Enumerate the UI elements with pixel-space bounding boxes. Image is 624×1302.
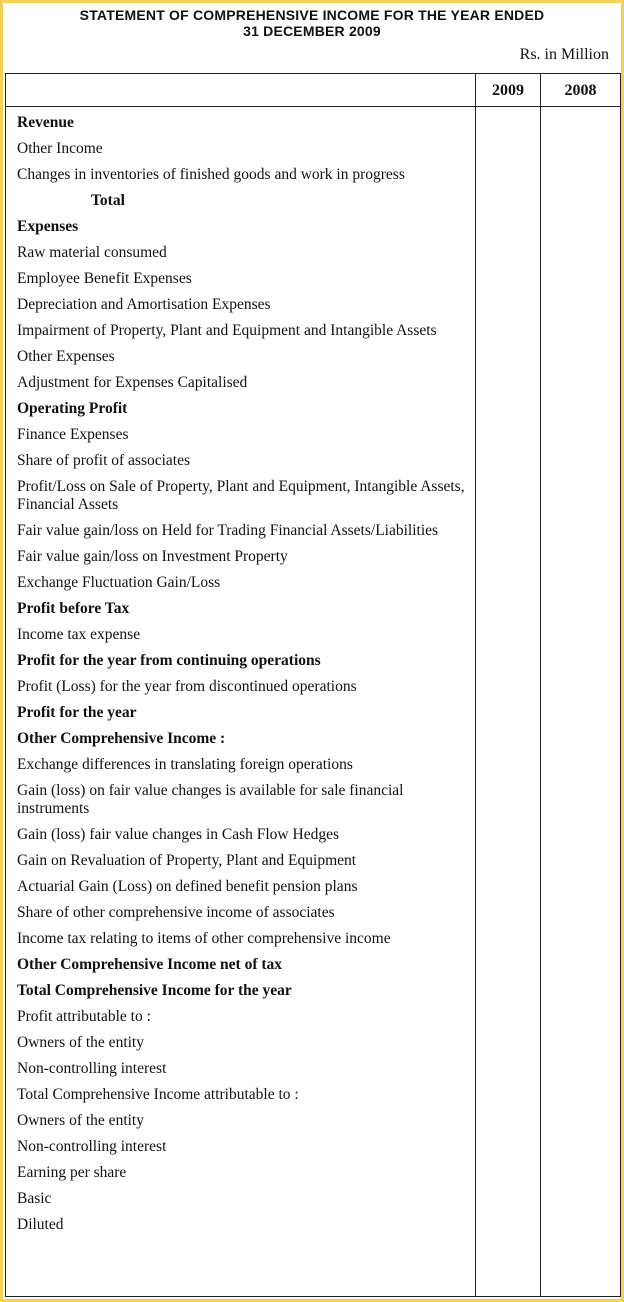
line-item: Owners of the entity [17, 1034, 144, 1051]
units-label: Rs. in Million [519, 46, 609, 63]
line-item: Income tax relating to items of other comprehensive income [17, 930, 391, 947]
column-divider-1 [475, 74, 476, 1296]
line-item: Changes in inventories of finished goods and work in progress [17, 166, 405, 183]
line-item: Operating Profit [17, 400, 128, 417]
line-item: Adjustment for Expenses Capitalised [17, 374, 248, 391]
line-item: Actuarial Gain (Loss) on defined benefit pension plans [17, 878, 358, 895]
line-item: Profit/Loss on Sale of Property, Plant and Equipment, Intangible Assets, Financial Assets [17, 478, 465, 513]
column-divider-2 [540, 74, 541, 1296]
line-item: Gain (loss) on fair value changes is available for sale financial instruments [17, 782, 404, 817]
line-item: Impairment of Property, Plant and Equipment and Intangible Assets [17, 322, 437, 339]
line-item: Profit attributable to : [17, 1008, 151, 1025]
line-item: Exchange differences in translating foreign operations [17, 756, 353, 773]
line-item: Owners of the entity [17, 1112, 144, 1129]
line-item: Revenue [17, 114, 74, 131]
income-statement-table [5, 73, 621, 1297]
line-item: Diluted [17, 1216, 64, 1233]
statement-page [3, 3, 621, 1299]
line-item: Share of other comprehensive income of associates [17, 904, 335, 921]
line-items [17, 110, 472, 1238]
line-item: Total Comprehensive Income attributable to : [17, 1086, 299, 1103]
line-item: Profit before Tax [17, 600, 130, 617]
line-item: Raw material consumed [17, 244, 167, 261]
column-header-2008: 2008 [564, 82, 597, 99]
line-item: Other Comprehensive Income : [17, 730, 226, 747]
line-item: Fair value gain/loss on Investment Property [17, 548, 288, 565]
line-item: Fair value gain/loss on Held for Trading Financial Assets/Liabilities [17, 522, 439, 539]
line-item: Expenses [17, 218, 79, 235]
line-item: Other Expenses [17, 348, 115, 365]
line-item: Other Comprehensive Income net of tax [17, 956, 283, 973]
line-item: Profit for the year from continuing operations [17, 652, 321, 669]
line-item: Depreciation and Amortisation Expenses [17, 296, 271, 313]
line-item: Total [91, 192, 125, 209]
line-item: Gain (loss) fair value changes in Cash Flow Hedges [17, 826, 339, 843]
line-item: Profit (Loss) for the year from discontinued operations [17, 678, 357, 695]
line-item: Earning per share [17, 1164, 127, 1181]
line-item: Exchange Fluctuation Gain/Loss [17, 574, 221, 591]
line-item: Finance Expenses [17, 426, 129, 443]
line-item: Basic [17, 1190, 52, 1207]
line-item: Total Comprehensive Income for the year [17, 982, 292, 999]
line-item: Income tax expense [17, 626, 141, 643]
line-item: Share of profit of associates [17, 452, 191, 469]
title-line-2: 31 DECEMBER 2009 [243, 23, 381, 39]
statement-title [3, 7, 621, 39]
column-header-2009: 2009 [492, 82, 524, 99]
line-item: Non-controlling interest [17, 1060, 167, 1077]
line-item: Non-controlling interest [17, 1138, 167, 1155]
title-line-1: STATEMENT OF COMPREHENSIVE INCOME FOR THE YEAR ENDED [79, 7, 545, 23]
header-divider [6, 106, 620, 107]
line-item: Profit for the year [17, 704, 137, 721]
line-item: Employee Benefit Expenses [17, 270, 192, 287]
line-item: Other Income [17, 140, 103, 157]
line-item: Gain on Revaluation of Property, Plant and Equipment [17, 852, 357, 869]
